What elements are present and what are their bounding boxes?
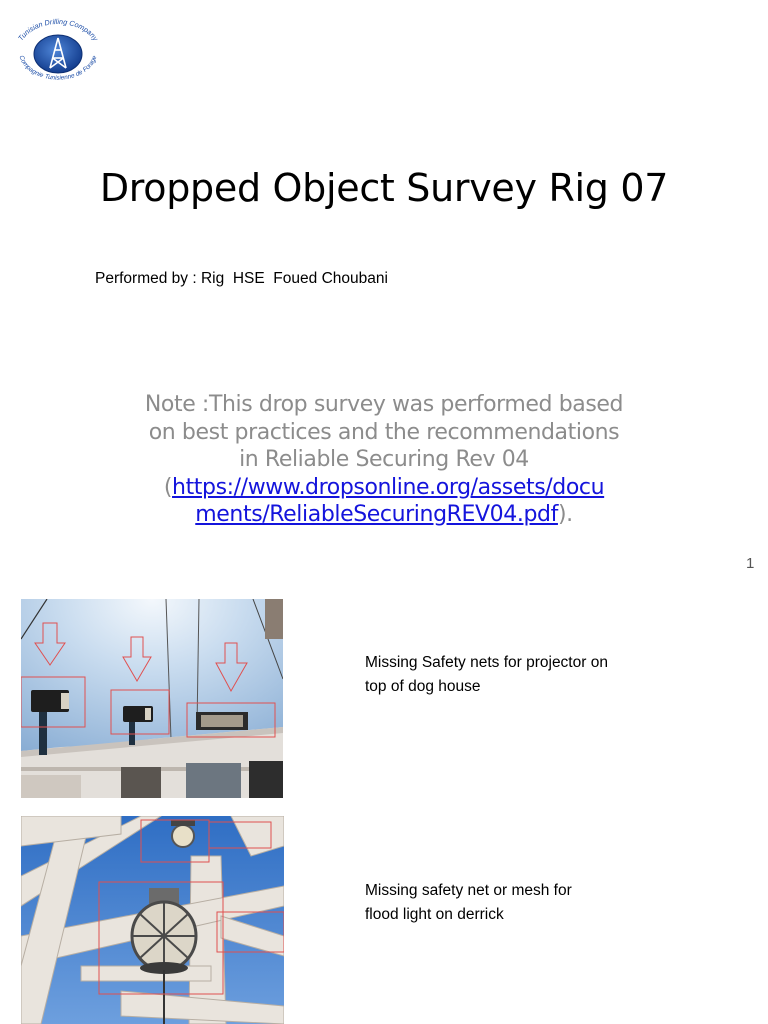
note-line-2: on best practices and the recommendations bbox=[148, 419, 620, 445]
note-close-paren: ). bbox=[557, 502, 573, 527]
survey-note bbox=[110, 391, 658, 529]
reference-link-part-1[interactable]: https://www.dropsonline.org/assets/docu bbox=[172, 474, 605, 500]
note-line-1: Note :This drop survey was performed based bbox=[144, 392, 624, 417]
performed-by-text: Performed by : Rig HSE Foued Choubani bbox=[95, 270, 388, 287]
projector-caption-line-2: top of dog house bbox=[365, 678, 481, 695]
note-line-5 bbox=[110, 501, 658, 529]
flood-light-caption-line-2: flood light on derrick bbox=[365, 906, 504, 923]
projector-caption-line-1: Missing Safety nets for projector on bbox=[365, 654, 608, 671]
slide-title: Dropped Object Survey Rig 07 bbox=[99, 166, 669, 210]
flood-light-caption bbox=[365, 879, 665, 927]
note-line-3: in Reliable Securing Rev 04 bbox=[239, 447, 529, 472]
logo-bottom-text: Compagnie Tunisienne de Forage bbox=[17, 54, 99, 82]
projector-caption bbox=[365, 651, 665, 699]
company-logo bbox=[6, 14, 110, 88]
flood-light-caption-line-1: Missing safety net or mesh for bbox=[365, 882, 572, 899]
reference-link-part-2[interactable]: ments/ReliableSecuringREV04.pdf bbox=[195, 502, 558, 527]
projector-photo bbox=[21, 599, 283, 798]
page-number: 1 bbox=[746, 555, 755, 572]
logo-emblem-icon bbox=[6, 14, 110, 88]
note-open-paren: ( bbox=[163, 474, 173, 500]
logo-top-text: Tunisian Drilling Company bbox=[16, 16, 101, 43]
note-line-4 bbox=[110, 474, 658, 502]
flood-light-photo bbox=[21, 816, 284, 1024]
